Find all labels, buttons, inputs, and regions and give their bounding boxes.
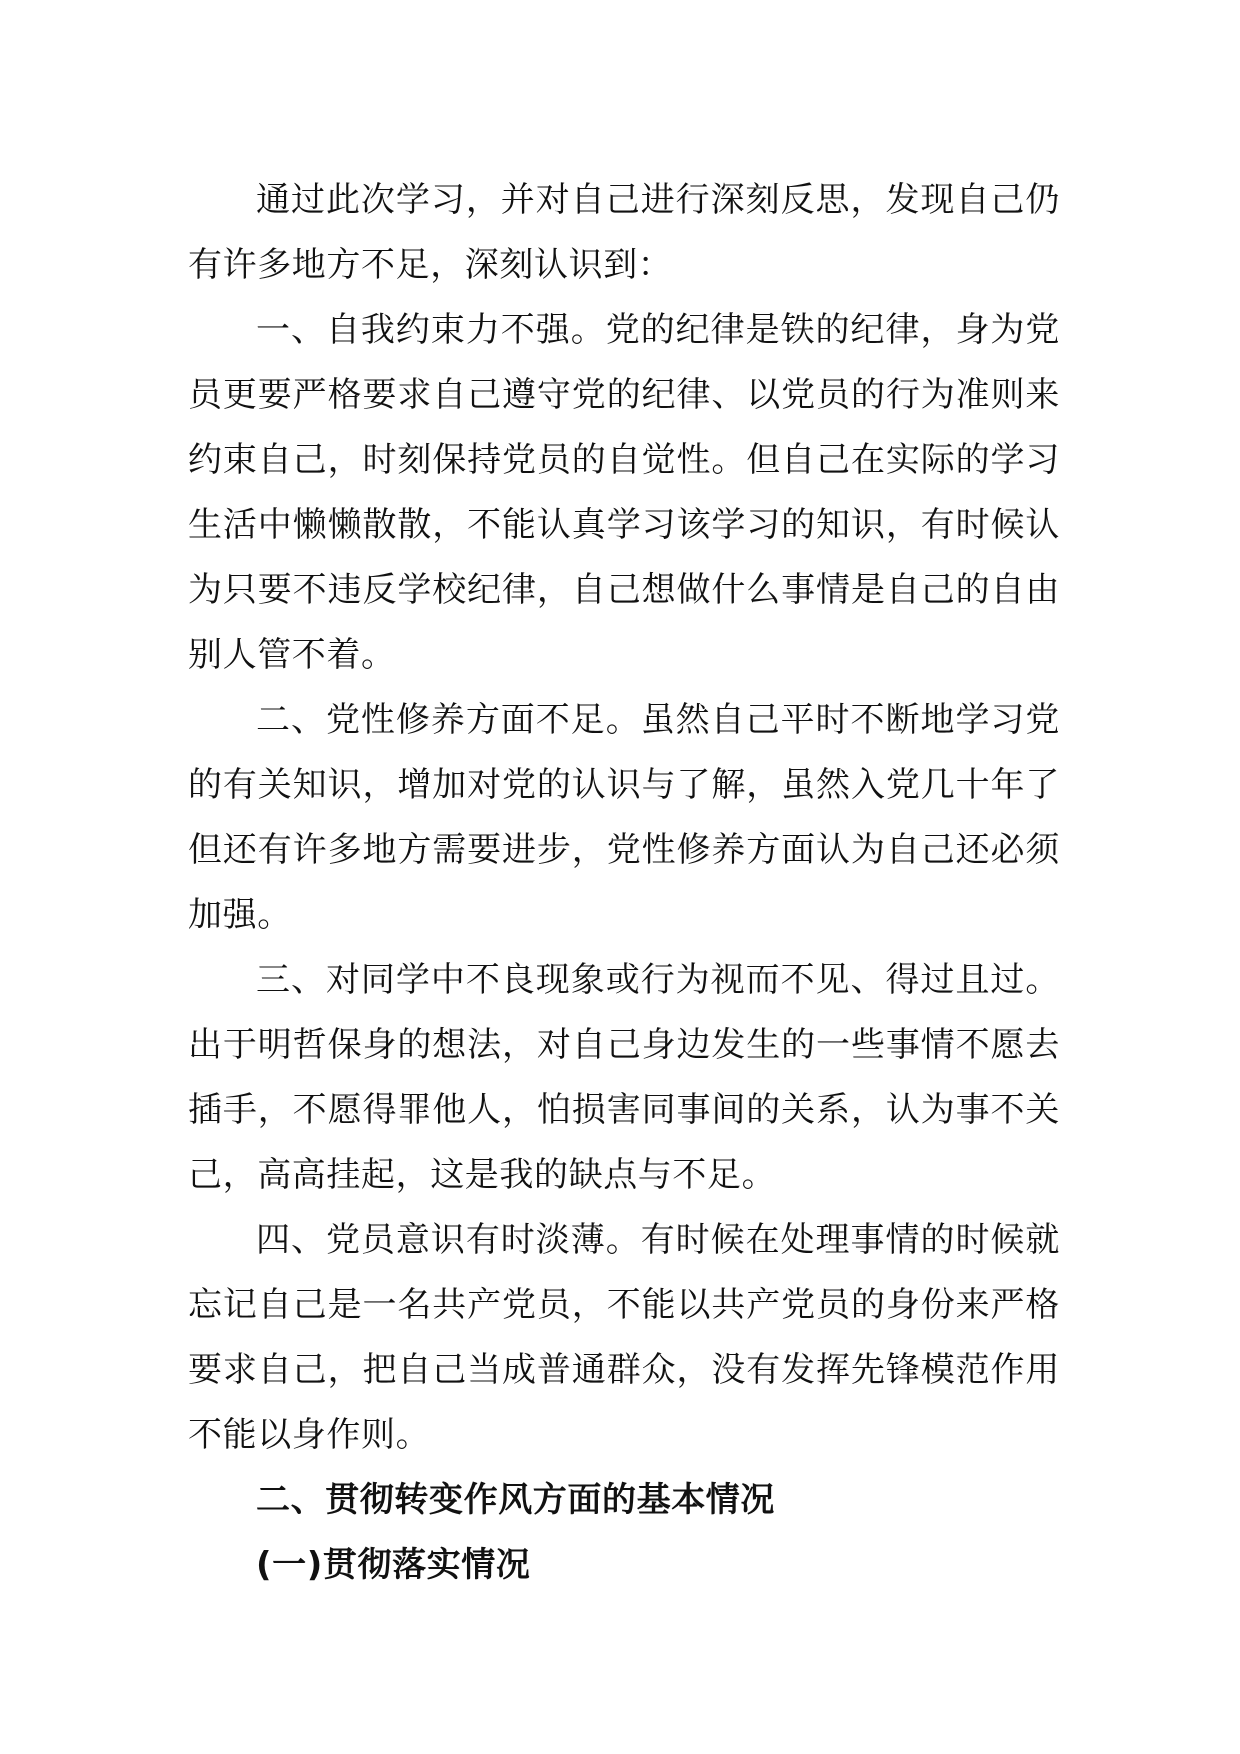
paragraph-point-two: 二、党性修养方面不足。虽然自己平时不断地学习党的有关知识，增加对党的认识与了解，虽然入党几十年了但还有许多地方需要进步，党性修养方面认为自己还必须加强。	[188, 700, 1060, 935]
paragraph-point-three: 三、对同学中不良现象或行为视而不见、得过且过。出于明哲保身的想法，对自己身边发生的一些事情不愿去插手，不愿得罪他人，怕损害同事间的关系，认为事不关己，高高挂起，这是我的缺点与不足。	[188, 960, 1060, 1195]
paragraph-point-one: 一、自我约束力不强。党的纪律是铁的纪律，身为党员更要严格要求自己遵守党的纪律、以党员的行为准则来约束自己，时刻保持党员的自觉性。但自己在实际的学习生活中懒懒散散，不能认真学习该学习的知识，有时候认为只要不违反学校纪律，自己想做什么事情是自己的自由别人管不着。	[188, 310, 1060, 675]
paragraph-point-four: 四、党员意识有时淡薄。有时候在处理事情的时候就忘记自己是一名共产党员，不能以共产党员的身份来严格要求自己，把自己当成普通群众，没有发挥先锋模范作用不能以身作则。	[188, 1220, 1060, 1455]
paragraph-intro: 通过此次学习，并对自己进行深刻反思，发现自己仍有许多地方不足，深刻认识到：	[188, 180, 1060, 285]
document-body	[188, 168, 1060, 1598]
section-heading: 二、贯彻转变作风方面的基本情况	[256, 1480, 775, 1520]
subsection-heading: (一)贯彻落实情况	[256, 1545, 531, 1585]
